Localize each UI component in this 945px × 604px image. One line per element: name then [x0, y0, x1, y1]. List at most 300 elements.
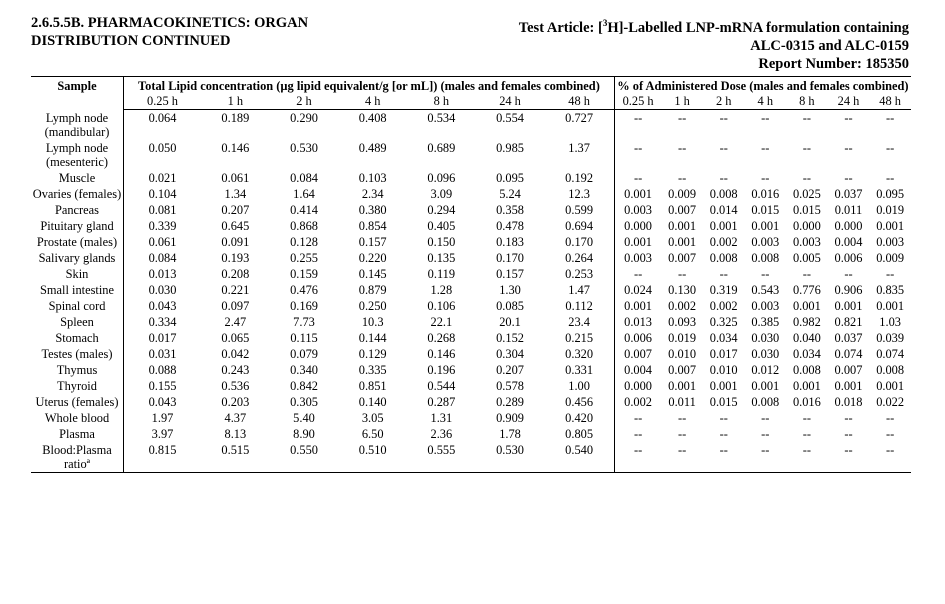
concentration-value: 0.021 — [148, 170, 177, 185]
timepoint-header: 0.25 h — [124, 94, 202, 110]
sample-name: Testes (males) — [31, 346, 124, 362]
timepoint-header: 4 h — [745, 94, 787, 110]
concentration-value: 0.554 — [496, 111, 524, 125]
timepoint-header: 1 h — [201, 94, 270, 110]
dose-value: 0.013 — [624, 314, 653, 329]
dose-value: 0.001 — [624, 298, 653, 313]
dose-value: -- — [719, 111, 728, 125]
dose-value: -- — [886, 111, 895, 125]
table-row — [31, 346, 911, 362]
concentration-value: 0.208 — [221, 266, 250, 281]
concentration-value: 0.290 — [290, 111, 318, 125]
dose-value: -- — [802, 140, 812, 155]
concentration-value: 1.64 — [293, 186, 315, 201]
concentration-value: 0.868 — [290, 218, 318, 233]
table-row — [31, 202, 911, 218]
dose-value: -- — [633, 111, 643, 125]
concentration-value: 0.144 — [358, 330, 387, 345]
dose-value: -- — [677, 170, 687, 185]
dose-value: 0.003 — [624, 202, 653, 217]
dose-value: 0.008 — [792, 362, 821, 377]
report-number: Report Number: 185350 — [758, 55, 909, 72]
concentration-value: 1.97 — [151, 410, 174, 425]
concentration-value: 0.340 — [290, 362, 318, 377]
dose-value: 0.319 — [709, 282, 738, 297]
dose-value: 0.074 — [834, 346, 863, 361]
dose-value: -- — [844, 426, 853, 441]
dose-value: -- — [802, 426, 812, 441]
dose-value: -- — [703, 442, 745, 473]
concentration-value: 0.358 — [496, 202, 524, 217]
concentration-value: 0.207 — [496, 362, 524, 377]
sample-name: Plasma — [31, 426, 124, 442]
concentration-value: 0.115 — [290, 330, 318, 345]
concentration-value: 0.050 — [148, 140, 177, 155]
dose-value: 0.037 — [834, 330, 863, 345]
dose-value: 0.007 — [668, 362, 697, 377]
dose-value: 0.835 — [876, 282, 905, 297]
dose-value: 0.025 — [792, 186, 821, 201]
table-row — [31, 314, 911, 330]
dose-value: 1.03 — [879, 314, 901, 329]
concentration-value: 0.091 — [221, 234, 250, 249]
dose-value: 0.008 — [709, 250, 738, 265]
concentration-value: 0.851 — [358, 378, 387, 393]
concentration-value: 0.456 — [544, 394, 614, 410]
dose-value: 0.030 — [751, 330, 780, 345]
dose-value: 0.095 — [876, 186, 905, 201]
dose-value: 0.022 — [876, 394, 905, 409]
sample-name: Whole blood — [31, 410, 124, 426]
timepoint-header: 4 h — [338, 94, 407, 110]
concentration-value: 0.414 — [290, 202, 318, 217]
dose-value: -- — [802, 266, 812, 281]
sample-name: Thymus — [31, 362, 124, 378]
concentration-value: 0.084 — [290, 170, 318, 185]
dose-value: -- — [677, 410, 687, 425]
dose-value: 0.000 — [624, 378, 653, 393]
concentration-value: 0.544 — [427, 378, 456, 393]
dose-value: 0.000 — [834, 218, 863, 233]
dose-value: 0.006 — [834, 250, 863, 265]
concentration-value: 0.119 — [427, 266, 456, 281]
concentration-value: 0.104 — [148, 186, 177, 201]
concentration-value: 0.489 — [358, 140, 387, 155]
sample-name: Lymph node (mandibular) — [31, 110, 124, 140]
dose-value: -- — [844, 140, 853, 155]
concentration-value: 5.40 — [293, 410, 315, 425]
dose-value: -- — [761, 426, 770, 441]
dose-value: 0.001 — [624, 234, 653, 249]
concentration-value: 0.304 — [496, 346, 524, 361]
concentration-value: 0.106 — [427, 298, 456, 313]
dose-value: -- — [828, 442, 870, 473]
section-title — [31, 14, 391, 50]
concentration-value: 0.129 — [358, 346, 387, 361]
dose-value: -- — [633, 170, 643, 185]
dose-value: 0.001 — [876, 378, 905, 393]
concentration-value: 1.34 — [224, 186, 247, 201]
concentration-value: 12.3 — [544, 186, 614, 202]
dose-value: 0.001 — [709, 218, 738, 233]
table-row — [31, 186, 911, 202]
dose-value: -- — [886, 170, 895, 185]
dose-value: -- — [677, 111, 687, 125]
concentration-value: 5.24 — [499, 186, 521, 201]
concentration-value: 0.170 — [496, 250, 524, 265]
dose-value: 0.001 — [624, 186, 653, 201]
concentration-value: 0.515 — [201, 442, 270, 473]
concentration-value: 0.170 — [544, 234, 614, 250]
concentration-value: 0.250 — [358, 298, 387, 313]
concentration-value: 3.09 — [430, 186, 453, 201]
dose-value: 0.002 — [668, 298, 697, 313]
dose-value: 0.003 — [624, 250, 653, 265]
dose-value: 0.010 — [668, 346, 697, 361]
dose-value: 0.011 — [834, 202, 863, 217]
concentration-value: 0.268 — [427, 330, 456, 345]
dose-value: 0.011 — [668, 394, 696, 409]
dose-value: 0.034 — [792, 346, 821, 361]
sample-name: Pituitary gland — [31, 218, 124, 234]
concentration-value: 0.159 — [290, 266, 318, 281]
concentration-value: 0.103 — [358, 170, 387, 185]
dose-value: 0.003 — [751, 234, 780, 249]
concentration-value: 2.36 — [430, 426, 453, 441]
dose-value: 0.074 — [876, 346, 905, 361]
concentration-value: 0.689 — [427, 140, 456, 155]
organ-distribution-table — [31, 76, 911, 473]
dose-value: -- — [844, 170, 853, 185]
table-row — [31, 330, 911, 346]
concentration-value: 0.157 — [496, 266, 524, 281]
concentration-value: 0.215 — [544, 330, 614, 346]
dose-value: 0.130 — [668, 282, 697, 297]
concentration-value: 0.380 — [358, 202, 387, 217]
table-row — [31, 140, 911, 170]
dose-value: 0.385 — [751, 314, 780, 329]
concentration-value: 0.294 — [427, 202, 456, 217]
dose-value: 0.018 — [834, 394, 863, 409]
concentration-value: 0.203 — [221, 394, 250, 409]
sample-name: Blood:Plasma ratioª — [31, 442, 124, 473]
test-article-header — [389, 14, 909, 73]
concentration-value: 0.599 — [544, 202, 614, 218]
dose-value: 0.000 — [624, 218, 653, 233]
table-row — [31, 298, 911, 314]
dose-value: -- — [661, 442, 703, 473]
concentration-group-header: Total Lipid concentration (µg lipid equivalent/g [or mL]) (males and females combined) — [124, 77, 615, 95]
concentration-value: 0.985 — [496, 140, 524, 155]
concentration-value: 0.287 — [427, 394, 456, 409]
concentration-value: 0.405 — [427, 218, 456, 233]
table-row — [31, 250, 911, 266]
dose-value: 0.004 — [624, 362, 653, 377]
table-row — [31, 362, 911, 378]
concentration-value: 0.331 — [544, 362, 614, 378]
dose-value: -- — [719, 426, 728, 441]
dose-value: 0.008 — [876, 362, 905, 377]
dose-value: 0.007 — [668, 250, 697, 265]
dose-value: -- — [844, 410, 853, 425]
dose-value: -- — [761, 111, 770, 125]
concentration-value: 6.50 — [361, 426, 384, 441]
sample-name: Skin — [31, 266, 124, 282]
dose-value: 0.016 — [792, 394, 821, 409]
dose-value: 0.001 — [751, 218, 780, 233]
dose-value: 0.001 — [668, 378, 697, 393]
table-row — [31, 234, 911, 250]
dose-value: -- — [844, 266, 853, 281]
dose-value: -- — [761, 410, 770, 425]
dose-value: -- — [719, 266, 728, 281]
test-article-line-2: ALC-0315 and ALC-0159 — [750, 37, 909, 54]
timepoint-header: 8 h — [407, 94, 476, 110]
sample-name: Pancreas — [31, 202, 124, 218]
sample-name: Spleen — [31, 314, 124, 330]
concentration-value: 1.30 — [499, 282, 521, 297]
concentration-value: 0.031 — [148, 346, 177, 361]
dose-value: 0.001 — [792, 298, 821, 313]
dose-value: 0.015 — [709, 394, 738, 409]
dose-value: 0.040 — [792, 330, 821, 345]
dose-value: 0.019 — [876, 202, 905, 217]
concentration-value: 0.079 — [290, 346, 318, 361]
concentration-value: 7.73 — [293, 314, 315, 329]
dose-value: -- — [761, 170, 770, 185]
concentration-value: 0.645 — [221, 218, 250, 233]
dose-value: -- — [677, 140, 687, 155]
concentration-value: 0.289 — [496, 394, 524, 409]
concentration-value: 22.1 — [430, 314, 453, 329]
dose-value: 0.039 — [876, 330, 905, 345]
dose-value: -- — [719, 170, 728, 185]
table-row — [31, 426, 911, 442]
sample-name: Salivary glands — [31, 250, 124, 266]
timepoint-header: 8 h — [786, 94, 828, 110]
concentration-value: 0.081 — [148, 202, 177, 217]
dose-value: 0.009 — [668, 186, 697, 201]
title-line-1: 2.6.5.5B. PHARMACOKINETICS: ORGAN — [31, 15, 309, 31]
concentration-value: 0.189 — [221, 111, 250, 125]
dose-value: 0.006 — [624, 330, 653, 345]
dose-value: -- — [802, 410, 812, 425]
concentration-value: 0.146 — [427, 346, 456, 361]
dose-value: 0.008 — [709, 186, 738, 201]
test-article-line-1: Test Article: [$^3$H]-Labelled LNP-mRNA formulation containing — [518, 18, 909, 36]
timepoint-header: 2 h — [703, 94, 745, 110]
dose-value: 0.019 — [668, 330, 697, 345]
concentration-value: 0.815 — [124, 442, 202, 473]
concentration-value: 0.155 — [148, 378, 177, 393]
dose-value: 0.001 — [751, 378, 780, 393]
concentration-value: 8.13 — [224, 426, 247, 441]
concentration-value: 4.37 — [224, 410, 247, 425]
concentration-value: 0.043 — [148, 394, 177, 409]
concentration-value: 0.096 — [427, 170, 456, 185]
concentration-value: 1.28 — [430, 282, 453, 297]
sample-name: Uterus (females) — [31, 394, 124, 410]
dose-value: 0.009 — [876, 250, 905, 265]
concentration-value: 10.3 — [361, 314, 384, 329]
dose-value: -- — [886, 140, 895, 155]
concentration-value: 0.128 — [290, 234, 318, 249]
sample-name: Prostate (males) — [31, 234, 124, 250]
concentration-value: 0.243 — [221, 362, 250, 377]
table-row — [31, 442, 911, 473]
dose-value: 0.003 — [876, 234, 905, 249]
concentration-value: 3.97 — [151, 426, 174, 441]
concentration-value: 0.335 — [358, 362, 387, 377]
dose-value: 0.000 — [792, 218, 821, 233]
concentration-value: 0.220 — [358, 250, 387, 265]
dose-value: 0.012 — [751, 362, 780, 377]
dose-value: 0.007 — [834, 362, 863, 377]
concentration-value: 0.043 — [148, 298, 177, 313]
concentration-value: 0.879 — [358, 282, 387, 297]
concentration-value: 0.578 — [496, 378, 524, 393]
concentration-value: 0.805 — [544, 426, 614, 442]
concentration-value: 0.017 — [148, 330, 177, 345]
timepoint-header: 24 h — [828, 94, 870, 110]
concentration-value: 0.157 — [358, 234, 387, 249]
concentration-value: 0.534 — [427, 111, 456, 125]
dose-value: -- — [786, 442, 828, 473]
concentration-value: 3.05 — [361, 410, 384, 425]
concentration-value: 0.196 — [427, 362, 456, 377]
concentration-value: 0.193 — [221, 250, 250, 265]
dose-value: -- — [886, 426, 895, 441]
concentration-value: 0.253 — [544, 266, 614, 282]
concentration-value: 0.064 — [148, 111, 177, 125]
table-row — [31, 110, 911, 140]
concentration-value: 0.145 — [358, 266, 387, 281]
concentration-value: 1.00 — [544, 378, 614, 394]
concentration-value: 0.140 — [358, 394, 387, 409]
concentration-value: 20.1 — [499, 314, 521, 329]
concentration-value: 0.510 — [338, 442, 407, 473]
dose-value: 0.007 — [668, 202, 697, 217]
concentration-value: 0.192 — [544, 170, 614, 186]
concentration-value: 0.150 — [427, 234, 456, 249]
concentration-value: 2.34 — [361, 186, 384, 201]
timepoint-header-row — [31, 94, 911, 110]
dose-value: -- — [844, 111, 853, 125]
dose-value: -- — [677, 426, 687, 441]
dose-value: 0.821 — [834, 314, 863, 329]
dose-value: 0.543 — [751, 282, 780, 297]
dose-value: 0.325 — [709, 314, 738, 329]
dose-value: 0.004 — [834, 234, 863, 249]
concentration-value: 0.013 — [148, 266, 177, 281]
concentration-value: 0.694 — [544, 218, 614, 234]
dose-value: 0.002 — [709, 234, 738, 249]
table-row — [31, 378, 911, 394]
dose-value: 0.005 — [792, 250, 821, 265]
dose-value: -- — [614, 442, 661, 473]
dose-value: 0.037 — [834, 186, 863, 201]
concentration-value: 0.255 — [290, 250, 318, 265]
table-row — [31, 218, 911, 234]
concentration-value: 0.320 — [544, 346, 614, 362]
concentration-value: 0.042 — [221, 346, 250, 361]
table-row — [31, 266, 911, 282]
table-body — [31, 110, 911, 473]
sample-name: Spinal cord — [31, 298, 124, 314]
concentration-value: 0.221 — [221, 282, 250, 297]
concentration-value: 0.084 — [148, 250, 177, 265]
dose-value: 0.002 — [624, 394, 653, 409]
concentration-value: 0.183 — [496, 234, 524, 249]
dose-value: -- — [886, 266, 895, 281]
dose-value: 0.002 — [709, 298, 738, 313]
concentration-value: 0.065 — [221, 330, 250, 345]
concentration-value: 0.305 — [290, 394, 318, 409]
dose-value: -- — [633, 410, 643, 425]
concentration-value: 2.47 — [224, 314, 247, 329]
dose-value: 0.001 — [668, 218, 697, 233]
concentration-value: 0.854 — [358, 218, 387, 233]
concentration-value: 0.169 — [290, 298, 318, 313]
concentration-value: 0.555 — [407, 442, 476, 473]
dose-value: 0.001 — [876, 298, 905, 313]
concentration-value: 0.112 — [544, 298, 614, 314]
concentration-value: 0.264 — [544, 250, 614, 266]
title-line-2: DISTRIBUTION CONTINUED — [31, 33, 231, 49]
concentration-value: 0.476 — [290, 282, 318, 297]
dose-value: 0.034 — [709, 330, 738, 345]
dose-value: -- — [886, 410, 895, 425]
timepoint-header: 48 h — [869, 94, 911, 110]
sample-name: Ovaries (females) — [31, 186, 124, 202]
sample-name: Small intestine — [31, 282, 124, 298]
concentration-value: 0.097 — [221, 298, 250, 313]
dose-value: 0.015 — [751, 202, 780, 217]
concentration-value: 0.207 — [221, 202, 250, 217]
dose-value: -- — [761, 140, 770, 155]
dose-value: 0.093 — [668, 314, 697, 329]
timepoint-header: 48 h — [544, 94, 614, 110]
concentration-value: 0.135 — [427, 250, 456, 265]
timepoint-header: 2 h — [270, 94, 339, 110]
dose-value: 0.982 — [792, 314, 821, 329]
dose-value: -- — [633, 426, 643, 441]
dose-value: 0.001 — [709, 378, 738, 393]
dose-value: -- — [719, 140, 728, 155]
dose-value: 0.017 — [709, 346, 738, 361]
concentration-value: 1.47 — [544, 282, 614, 298]
dose-value: -- — [677, 266, 687, 281]
concentration-value: 0.061 — [148, 234, 177, 249]
table-row — [31, 282, 911, 298]
concentration-value: 0.727 — [544, 110, 614, 140]
dose-value: 0.030 — [751, 346, 780, 361]
concentration-value: 0.842 — [290, 378, 318, 393]
concentration-value: 0.339 — [148, 218, 177, 233]
concentration-value: 0.334 — [148, 314, 177, 329]
concentration-value: 0.540 — [544, 442, 614, 473]
concentration-value: 0.478 — [496, 218, 524, 233]
dose-value: -- — [633, 266, 643, 281]
dose-value: -- — [761, 266, 770, 281]
concentration-value: 0.530 — [290, 140, 318, 155]
concentration-value: 1.78 — [499, 426, 521, 441]
dose-value: 0.007 — [624, 346, 653, 361]
table-row — [31, 410, 911, 426]
dose-value: 0.016 — [751, 186, 780, 201]
sample-name: Stomach — [31, 330, 124, 346]
concentration-value: 0.536 — [221, 378, 250, 393]
